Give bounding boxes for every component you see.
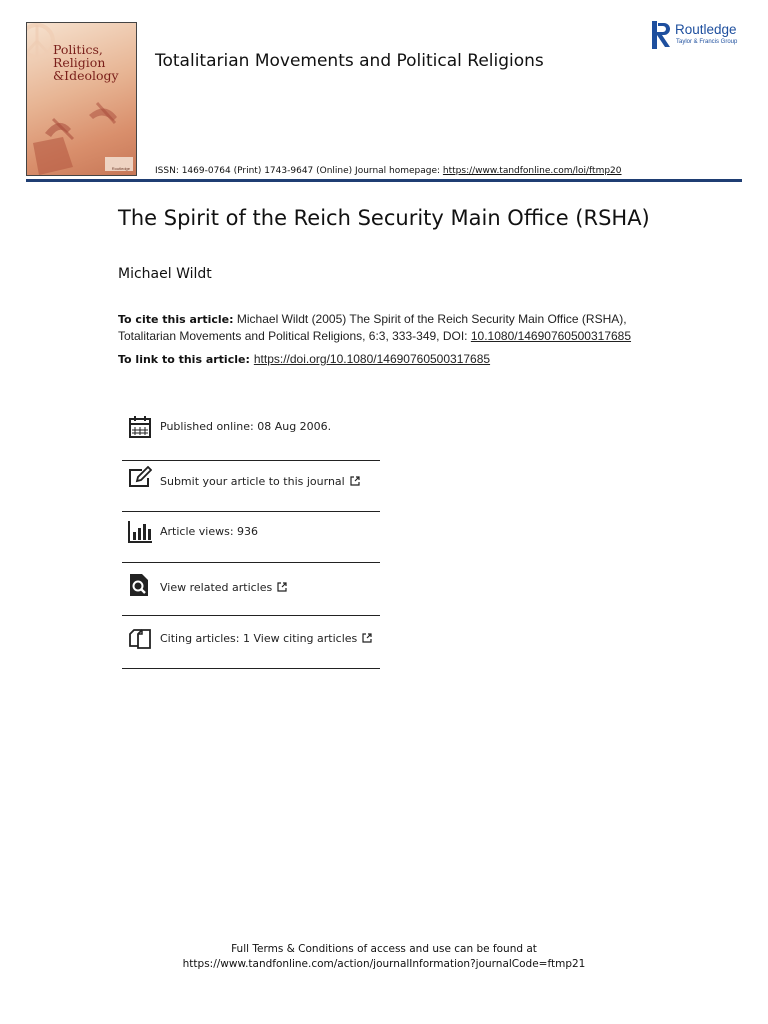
cover-title	[53, 43, 137, 82]
search-document-icon	[128, 573, 152, 597]
article-views: Article views: 936	[160, 525, 259, 538]
external-link-icon	[277, 582, 287, 592]
citing-articles-link[interactable]	[160, 632, 372, 645]
journal-cover	[26, 22, 137, 176]
cover-title-line: Politics,	[53, 42, 103, 57]
calendar-icon	[128, 415, 152, 439]
bar-chart-icon	[128, 520, 152, 544]
citing-icon	[128, 626, 152, 650]
cite-text: Michael Wildt (2005) The Spirit of the Reich Security Main Office (RSHA), Totalitarian Movements and Political Religions, 6:3, 333-349, DOI:	[118, 312, 627, 343]
article-views-item	[122, 512, 380, 563]
journal-homepage-link[interactable]: https://www.tandfonline.com/loi/ftmp20	[442, 166, 622, 176]
submit-article-item[interactable]	[122, 461, 380, 512]
related-articles-label: View related articles	[160, 581, 273, 594]
footer-terms	[0, 942, 768, 972]
cite-label: To cite this article:	[118, 313, 234, 326]
published-info	[122, 410, 380, 461]
article-title: The Spirit of the Reich Security Main Office (RSHA)	[118, 206, 650, 230]
published-date: Published online: 08 Aug 2006.	[160, 420, 332, 433]
related-articles-link[interactable]	[160, 581, 287, 594]
cite-doi-link[interactable]: 10.1080/14690760500317685	[470, 329, 632, 343]
footer-line: Full Terms & Conditions of access and use can be found at	[231, 943, 537, 955]
issn-line	[155, 166, 622, 176]
citing-articles-label: Citing articles: 1 View citing articles	[160, 632, 358, 645]
external-link-icon	[350, 476, 360, 486]
routledge-logo[interactable]	[652, 21, 752, 51]
edit-icon	[128, 466, 152, 490]
article-link-block	[118, 352, 490, 366]
related-articles-item[interactable]	[122, 565, 380, 616]
citing-articles-item[interactable]	[122, 618, 380, 669]
journal-title: Totalitarian Movements and Political Religions	[155, 51, 544, 71]
submit-article-link[interactable]	[160, 475, 360, 488]
routledge-logo-name: Routledge	[675, 22, 737, 37]
cover-publisher-mark: Routledge	[111, 166, 130, 171]
header-divider	[26, 179, 742, 182]
article-doi-link[interactable]: https://doi.org/10.1080/14690760500317685	[253, 352, 491, 366]
footer-terms-link[interactable]: https://www.tandfonline.com/action/journalInformation?journalCode=ftmp21	[182, 958, 586, 970]
routledge-logo-mark	[652, 21, 672, 49]
cover-title-line: Religion	[53, 55, 106, 70]
cover-title-line: &Ideology	[53, 68, 119, 83]
citation-block	[118, 311, 678, 344]
article-author: Michael Wildt	[118, 266, 212, 282]
issn-text: ISSN: 1469-0764 (Print) 1743-9647 (Online) Journal homepage:	[155, 166, 443, 176]
submit-article-label: Submit your article to this journal	[160, 475, 345, 488]
link-label: To link to this article:	[118, 353, 250, 366]
routledge-logo-subtitle: Taylor & Francis Group	[676, 39, 738, 45]
external-link-icon	[362, 633, 372, 643]
